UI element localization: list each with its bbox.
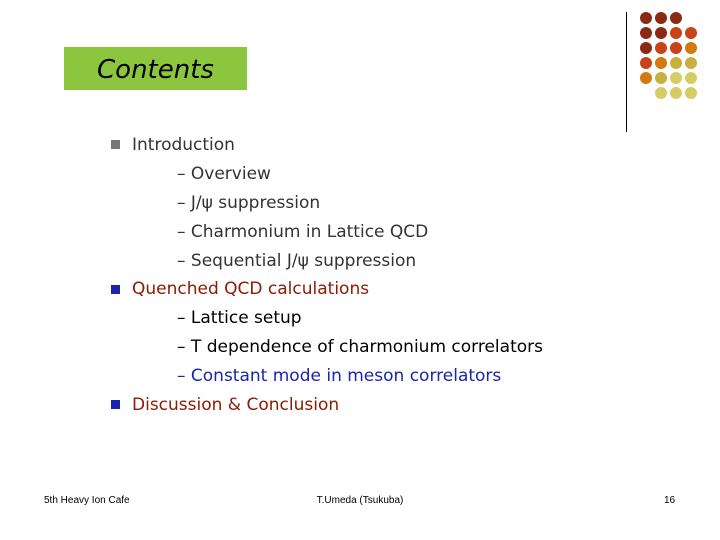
footer-author: T.Umeda (Tsukuba) xyxy=(316,495,404,506)
decorative-dot xyxy=(655,72,667,84)
decorative-dot xyxy=(655,87,667,99)
decorative-dot xyxy=(640,27,652,39)
slide-title: Contents xyxy=(97,55,214,85)
outline-subitem-jpsi-suppression: – J/ψ suppression xyxy=(177,193,321,213)
decorative-dot xyxy=(670,57,682,69)
decorative-dot xyxy=(655,57,667,69)
decorative-dot xyxy=(670,87,682,99)
outline-item-quenched-qcd: Quenched QCD calculations xyxy=(132,279,370,299)
decorative-dot xyxy=(685,42,697,54)
decorative-dot xyxy=(655,42,667,54)
footer-event-name: 5th Heavy Ion Cafe xyxy=(44,495,130,506)
footer-page-number: 16 xyxy=(664,495,676,506)
bullet-square-1 xyxy=(111,140,120,149)
outline-subitem-sequential-suppression: – Sequential J/ψ suppression xyxy=(177,251,417,271)
decorative-dot xyxy=(670,12,682,24)
outline-subitem-constant-mode: – Constant mode in meson correlators xyxy=(177,366,502,386)
outline-subitem-lattice-setup: – Lattice setup xyxy=(177,308,302,328)
decorative-dot xyxy=(655,12,667,24)
decorative-dot xyxy=(685,57,697,69)
decorative-dot xyxy=(640,72,652,84)
decorative-dot xyxy=(685,87,697,99)
bullet-square-2 xyxy=(111,285,120,294)
bullet-square-3 xyxy=(111,400,120,409)
decorative-dot xyxy=(655,27,667,39)
decorative-dot xyxy=(640,12,652,24)
outline-subitem-t-dependence: – T dependence of charmonium correlators xyxy=(177,337,543,357)
decorative-dot xyxy=(670,27,682,39)
decorative-dot xyxy=(670,72,682,84)
decorative-dot xyxy=(670,42,682,54)
decorative-dot xyxy=(640,57,652,69)
outline-subitem-overview: – Overview xyxy=(177,164,271,184)
outline-item-discussion: Discussion & Conclusion xyxy=(132,395,340,415)
outline-subitem-charmonium-lattice: – Charmonium in Lattice QCD xyxy=(177,222,429,242)
decorative-dot xyxy=(685,27,697,39)
outline-item-introduction: Introduction xyxy=(132,135,235,155)
decorative-dot xyxy=(640,42,652,54)
decorative-dot xyxy=(685,72,697,84)
slide-title-box xyxy=(64,47,247,90)
decorative-divider-line xyxy=(626,12,627,132)
